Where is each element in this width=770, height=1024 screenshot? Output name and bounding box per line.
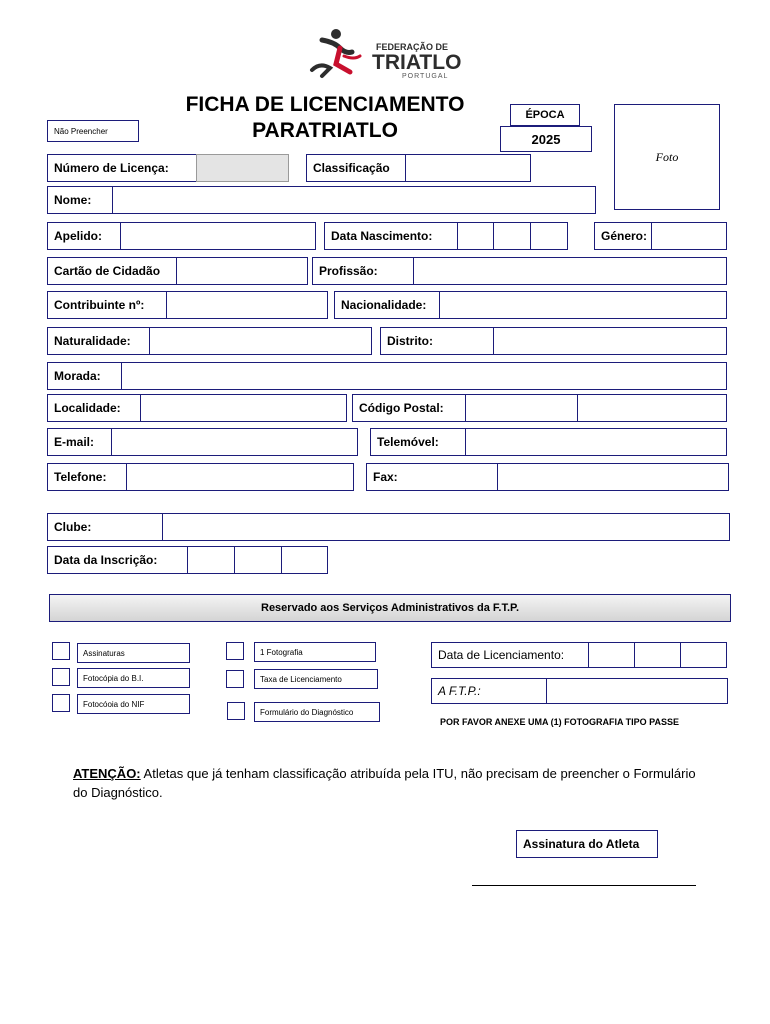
photo-label: Foto: [655, 149, 679, 164]
admin-banner-text: Reservado aos Serviços Administrativos da F.T.P.: [261, 602, 519, 614]
data-licenciamento-day[interactable]: [588, 642, 635, 668]
codigo-postal-field-2[interactable]: [577, 394, 727, 422]
epoca-value-text: 2025: [531, 131, 561, 147]
localidade-field[interactable]: [140, 394, 347, 422]
nome-field[interactable]: [112, 186, 596, 214]
naturalidade-label: Naturalidade:: [47, 327, 150, 355]
signature-label: [516, 830, 658, 858]
cartao-cidadao-label: Cartão de Cidadão: [47, 257, 177, 285]
apelido-label: Apelido:: [47, 222, 121, 250]
logo-line2: TRIATLO: [372, 51, 462, 74]
attention-notice: [73, 764, 713, 802]
classificacao-label: Classificação: [306, 154, 406, 182]
nacionalidade-field[interactable]: [439, 291, 727, 319]
numero-licenca-label: Número de Licença:: [47, 154, 197, 182]
data-nascimento-label: Data Nascimento:: [324, 222, 458, 250]
page-title-line1: FICHA DE LICENCIAMENTO: [185, 93, 465, 116]
telemovel-label: Telemóvel:: [370, 428, 466, 456]
fax-field[interactable]: [497, 463, 729, 491]
distrito-field[interactable]: [493, 327, 727, 355]
morada-label: Morada:: [47, 362, 122, 390]
telefone-field[interactable]: [126, 463, 354, 491]
attention-label: ATENÇÃO:: [73, 766, 141, 781]
triathlete-logo-icon: [300, 26, 370, 82]
check-fotografia-label: 1 Fotografia: [254, 642, 376, 662]
codigo-postal-label: Código Postal:: [352, 394, 466, 422]
nao-preencher-label: Não Preencher: [47, 120, 139, 142]
check-fotocopia-bi-label: Fotocópia do B.I.: [77, 668, 190, 688]
epoca-label-text: ÉPOCA: [525, 109, 565, 121]
epoca-label: [510, 104, 580, 126]
check-fotocopia-nif[interactable]: [52, 694, 70, 712]
email-field[interactable]: [111, 428, 358, 456]
photo-box[interactable]: [614, 104, 720, 210]
data-inscricao-label: Data da Inscrição:: [47, 546, 188, 574]
cartao-cidadao-field[interactable]: [176, 257, 308, 285]
check-taxa-licenciamento-label: Taxa de Licenciamento: [254, 669, 378, 689]
admin-banner: [49, 594, 731, 622]
check-fotografia[interactable]: [226, 642, 244, 660]
aftp-label-text: A F.T.P.:: [438, 684, 481, 698]
profissao-label: Profissão:: [312, 257, 414, 285]
data-licenciamento-year[interactable]: [680, 642, 727, 668]
data-nascimento-month[interactable]: [493, 222, 531, 250]
numero-licenca-field[interactable]: [196, 154, 289, 182]
clube-label: Clube:: [47, 513, 163, 541]
epoca-value: [500, 126, 592, 152]
distrito-label: Distrito:: [380, 327, 494, 355]
apelido-field[interactable]: [120, 222, 316, 250]
check-fotocopia-bi[interactable]: [52, 668, 70, 686]
nacionalidade-label: Nacionalidade:: [334, 291, 440, 319]
signature-label-text: Assinatura do Atleta: [523, 837, 640, 851]
photo-note: POR FAVOR ANEXE UMA (1) FOTOGRAFIA TIPO PASSE: [440, 717, 680, 727]
data-inscricao-day[interactable]: [187, 546, 235, 574]
data-licenciamento-label: Data de Licenciamento:: [431, 642, 589, 668]
genero-label: Género:: [594, 222, 652, 250]
logo-line3: PORTUGAL: [402, 73, 449, 80]
contribuinte-label: Contribuinte nº:: [47, 291, 167, 319]
profissao-field[interactable]: [413, 257, 727, 285]
page-title-line2: PARATRIATLO: [252, 119, 398, 142]
nome-label: Nome:: [47, 186, 113, 214]
aftp-field[interactable]: [546, 678, 728, 704]
check-assinaturas-label: Assinaturas: [77, 643, 190, 663]
data-inscricao-month[interactable]: [234, 546, 282, 574]
data-nascimento-year[interactable]: [530, 222, 568, 250]
check-formulario-diagnostico-label: Formulário do Diagnóstico: [254, 702, 380, 722]
telemovel-field[interactable]: [465, 428, 727, 456]
contribuinte-field[interactable]: [166, 291, 328, 319]
fax-label: Fax:: [366, 463, 498, 491]
attention-text: Atletas que já tenham classificação atribuída pela ITU, não precisam de preencher o Formulário do Diagnóstico.: [73, 766, 696, 800]
email-label: E-mail:: [47, 428, 112, 456]
genero-field[interactable]: [651, 222, 727, 250]
data-nascimento-day[interactable]: [457, 222, 494, 250]
check-formulario-diagnostico[interactable]: [227, 702, 245, 720]
localidade-label: Localidade:: [47, 394, 141, 422]
morada-field[interactable]: [121, 362, 727, 390]
check-taxa-licenciamento[interactable]: [226, 670, 244, 688]
logo: [300, 26, 470, 82]
check-assinaturas[interactable]: [52, 642, 70, 660]
logo-line1: FEDERAÇÃO DE: [376, 42, 449, 52]
signature-line[interactable]: [472, 885, 696, 886]
classificacao-field[interactable]: [405, 154, 531, 182]
check-fotocopia-nif-label: Fotocóoia do NIF: [77, 694, 190, 714]
data-inscricao-year[interactable]: [281, 546, 328, 574]
telefone-label: Telefone:: [47, 463, 127, 491]
aftp-label: [431, 678, 547, 704]
clube-field[interactable]: [162, 513, 730, 541]
naturalidade-field[interactable]: [149, 327, 372, 355]
data-licenciamento-month[interactable]: [634, 642, 681, 668]
page-title: [160, 92, 490, 144]
codigo-postal-field-1[interactable]: [465, 394, 578, 422]
